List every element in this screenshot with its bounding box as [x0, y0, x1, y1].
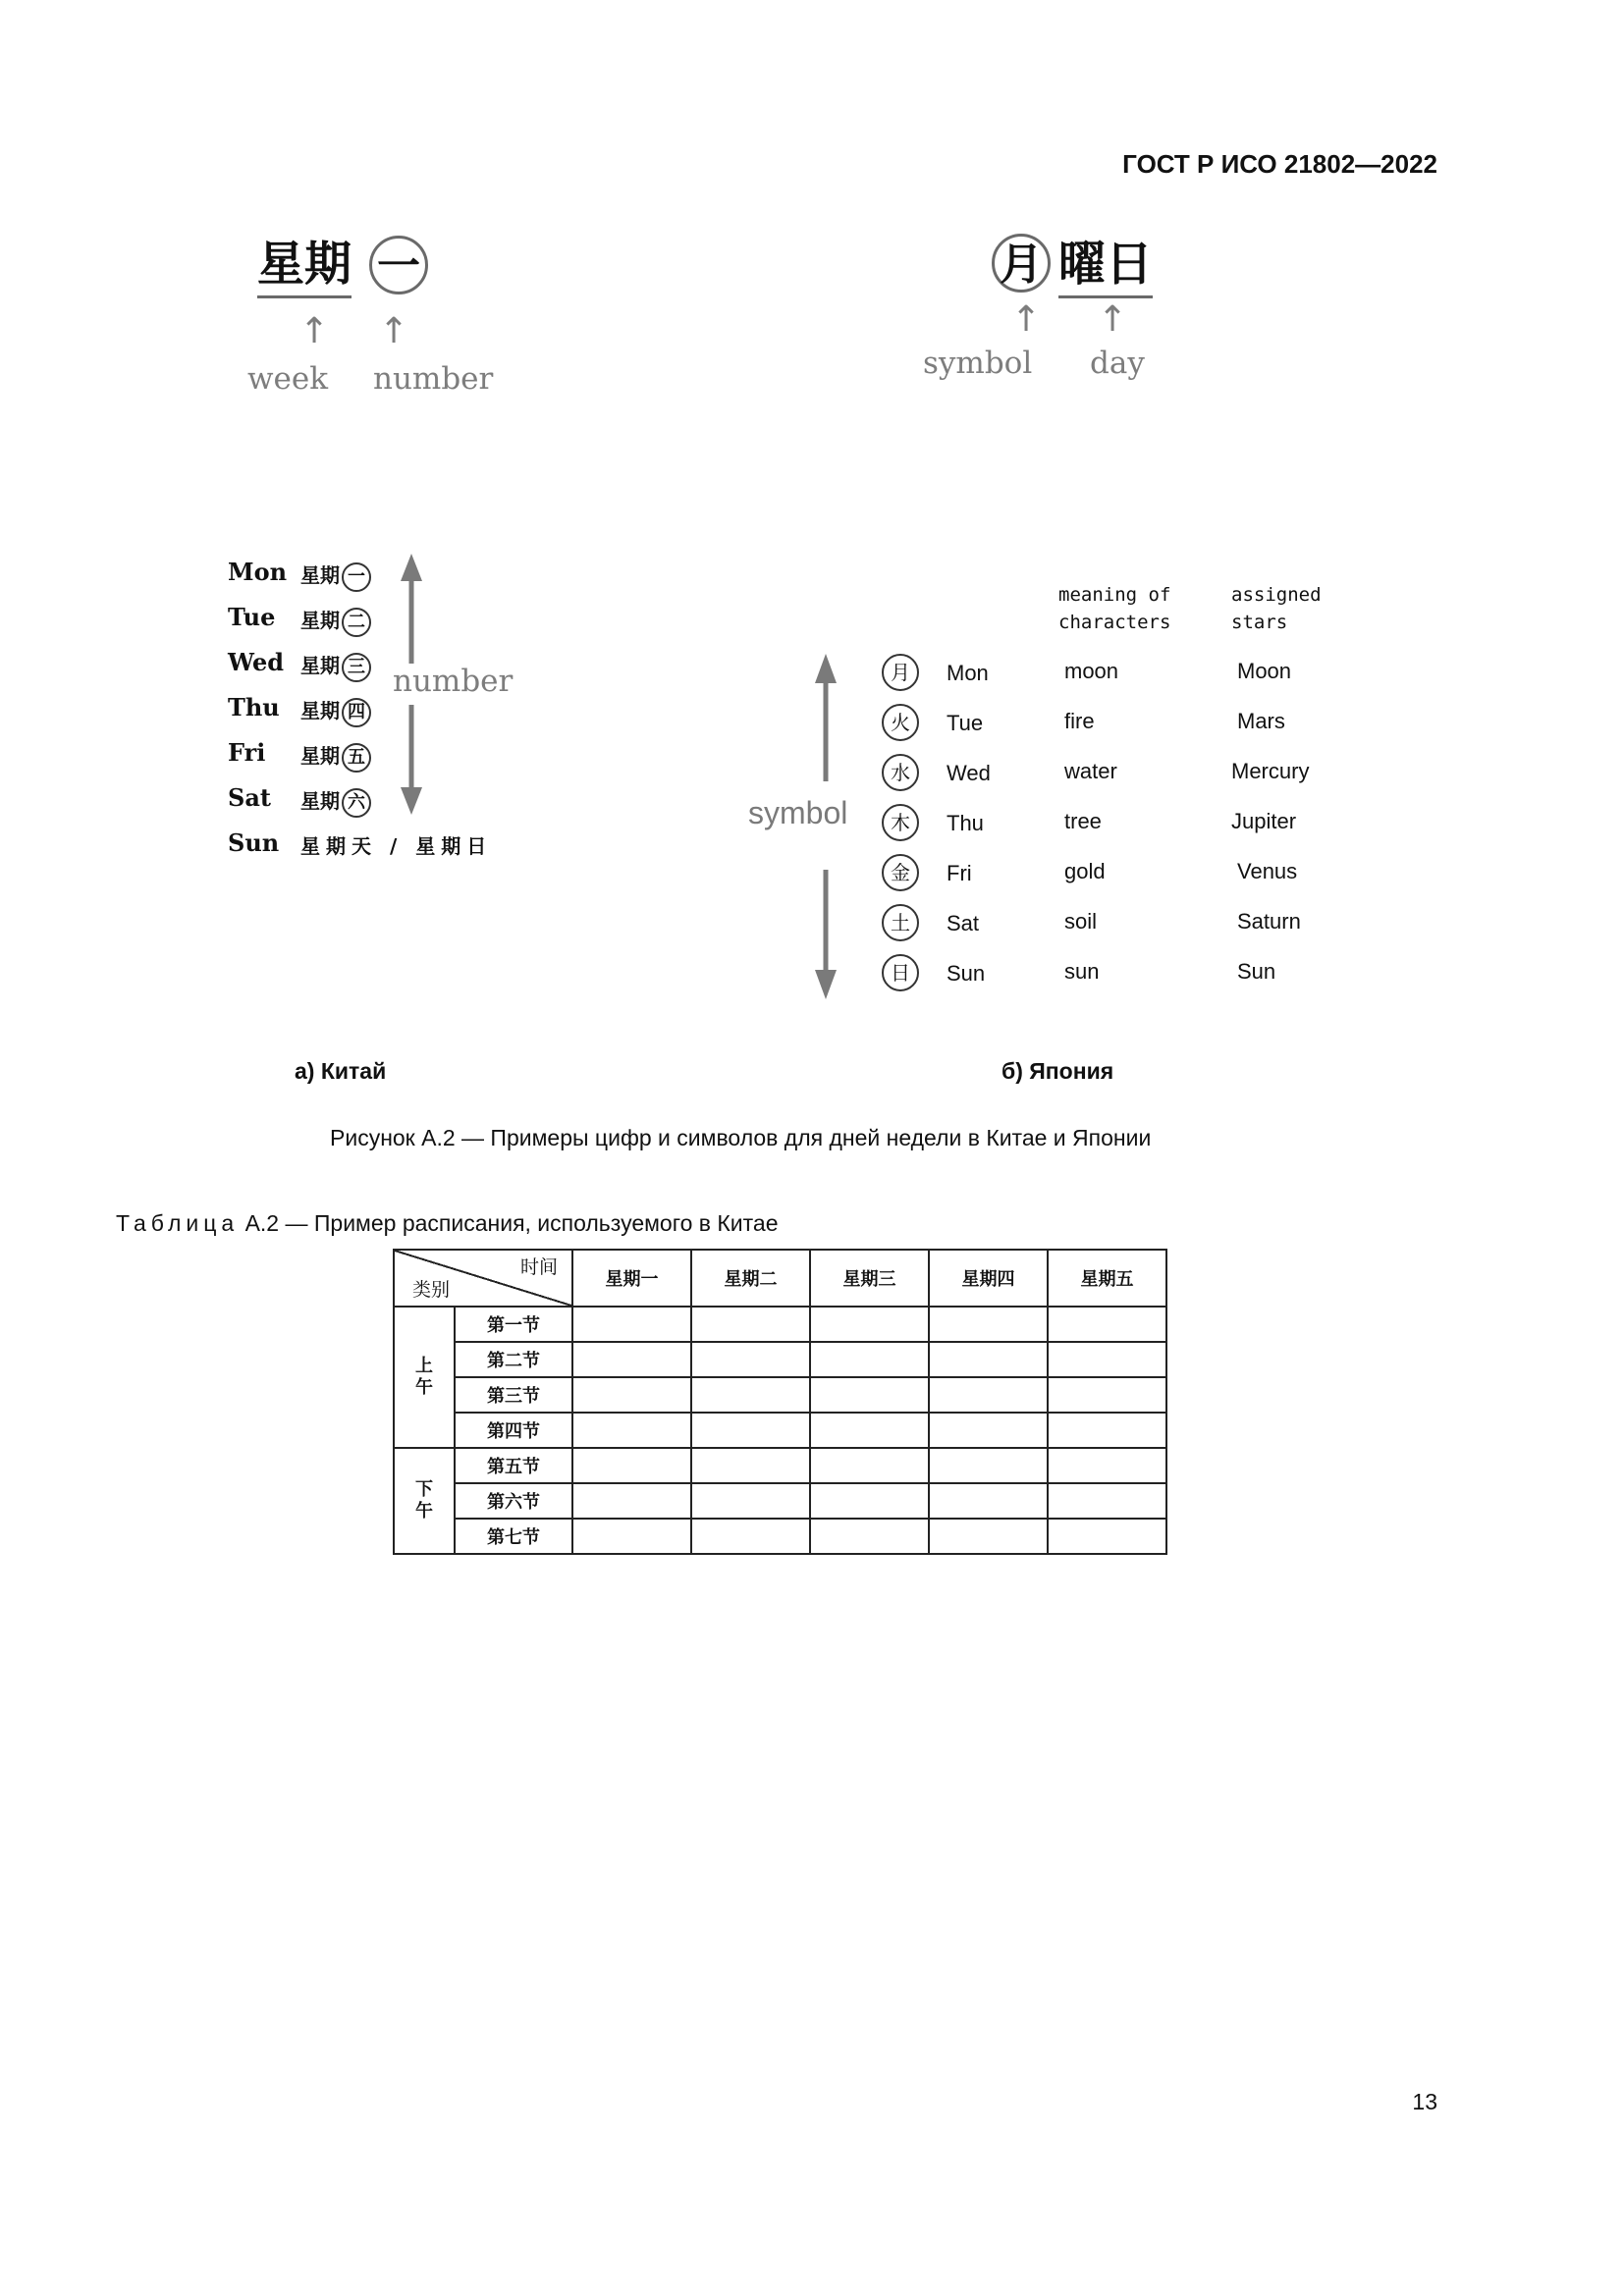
meaning: fire [1064, 709, 1095, 733]
day-name: Sun [228, 828, 280, 857]
number-char: 二 [342, 608, 371, 637]
table-row [394, 1519, 1166, 1554]
day-name: Wed [228, 648, 285, 676]
week-chars: 星期 [257, 240, 352, 298]
table-row [394, 1483, 1166, 1519]
number-char: 五 [342, 743, 371, 773]
table-cell [572, 1342, 691, 1377]
meaning: tree [1064, 809, 1102, 833]
day-name: Fri [228, 738, 266, 767]
table-cell [691, 1342, 810, 1377]
table-row [394, 1413, 1166, 1448]
star: Mercury [1231, 759, 1310, 783]
number-char: 一 [342, 562, 371, 592]
star: Venus [1237, 859, 1298, 883]
table-cell [929, 1413, 1048, 1448]
label-week: week [247, 361, 329, 397]
period-cell: 第一节 [455, 1307, 572, 1342]
period-cell: 第二节 [455, 1342, 572, 1377]
meaning: sun [1064, 959, 1100, 984]
day-chars: 星期 二 [300, 605, 371, 637]
table-cell [691, 1448, 810, 1483]
symbol-char: 火 [882, 704, 919, 741]
table-title [116, 1210, 779, 1237]
day-name: Thu [947, 811, 984, 835]
table-cell [691, 1483, 810, 1519]
figure-caption: Рисунок А.2 — Примеры цифр и символов для дней недели в Китае и Японии [330, 1125, 1152, 1150]
table-cell [929, 1448, 1048, 1483]
table-cell [691, 1413, 810, 1448]
table-cell [810, 1307, 929, 1342]
table-header-cell: 星期二 [691, 1250, 810, 1307]
meaning: gold [1064, 859, 1106, 883]
star: Sun [1237, 959, 1276, 984]
table-cell [810, 1483, 929, 1519]
table-cell [810, 1377, 929, 1413]
table-label-word: Таблица [116, 1210, 240, 1236]
table-cell [1048, 1307, 1166, 1342]
star: Mars [1237, 709, 1285, 733]
star: Moon [1237, 659, 1292, 683]
page-number: 13 [1412, 2089, 1437, 2114]
day-chars: 星期天 / 星期日 [300, 834, 493, 858]
table-cell [1048, 1413, 1166, 1448]
symbol-char: 金 [882, 854, 919, 891]
table-row [394, 1377, 1166, 1413]
corner-label-time: 时间 [519, 1256, 558, 1278]
table-cell [1048, 1483, 1166, 1519]
axis-label-symbol: symbol [748, 795, 848, 830]
schedule-table [393, 1249, 1167, 1555]
table-cell [1048, 1342, 1166, 1377]
afternoon-cell: 下午 [394, 1448, 455, 1554]
corner-label-category: 类别 [412, 1279, 451, 1301]
day-name: Mon [228, 558, 288, 586]
day-name: Sun [947, 961, 986, 986]
table-cell [1048, 1448, 1166, 1483]
table-cell [572, 1307, 691, 1342]
star: Jupiter [1231, 809, 1297, 833]
list-item [882, 704, 1353, 743]
table-cell [929, 1342, 1048, 1377]
document-code: ГОСТ Р ИСО 21802—2022 [1122, 149, 1437, 179]
table-header-cell: 星期一 [572, 1250, 691, 1307]
symbol-char: 水 [882, 754, 919, 791]
list-item [882, 804, 1353, 843]
number-char: 六 [342, 788, 371, 818]
table-cell [929, 1377, 1048, 1413]
symbol-char: 月 [992, 234, 1051, 293]
day-name: Thu [228, 693, 280, 721]
table-header-cell: 星期五 [1048, 1250, 1166, 1307]
number-char: 四 [342, 698, 371, 727]
axis-label-number: number [393, 664, 514, 699]
table-cell [810, 1519, 929, 1554]
day-name: Tue [228, 603, 276, 631]
table-cell [691, 1307, 810, 1342]
header-stars: assigned stars [1231, 584, 1322, 633]
morning-cell: 上午 [394, 1307, 455, 1448]
meaning: moon [1064, 659, 1119, 683]
period-cell: 第七节 [455, 1519, 572, 1554]
period-cell: 第四节 [455, 1413, 572, 1448]
number-char: 一 [369, 236, 428, 294]
list-item [882, 854, 1353, 893]
list-item [882, 904, 1353, 943]
table-cell [572, 1377, 691, 1413]
day-chars: 星期 四 [300, 695, 371, 727]
table-row [394, 1342, 1166, 1377]
day-chars: 星期 五 [300, 740, 371, 773]
period-cell: 第五节 [455, 1448, 572, 1483]
list-item [882, 754, 1353, 793]
day-name: Sat [947, 911, 980, 935]
table-cell [1048, 1519, 1166, 1554]
symbol-char-circle [992, 234, 1051, 293]
label-symbol: symbol [923, 346, 1033, 381]
table-row [394, 1307, 1166, 1342]
table-cell [572, 1483, 691, 1519]
day-name: Tue [947, 711, 984, 735]
subcaption-japan: б) Япония [1001, 1058, 1114, 1084]
period-cell: 第三节 [455, 1377, 572, 1413]
arrow-up-icon: ↑ [1098, 299, 1128, 340]
table-cell [572, 1413, 691, 1448]
table-cell [810, 1448, 929, 1483]
table-cell [691, 1519, 810, 1554]
label-number: number [373, 361, 494, 397]
day-name: Mon [947, 661, 989, 685]
day-chars: 星期 三 [300, 650, 371, 682]
table-header-cell: 星期三 [810, 1250, 929, 1307]
table-cell [929, 1519, 1048, 1554]
arrow-up-icon: ↑ [379, 311, 409, 351]
day-name: Wed [947, 761, 991, 785]
symbol-char: 日 [882, 954, 919, 991]
table-cell [691, 1377, 810, 1413]
table-row [394, 1448, 1166, 1483]
table-title-text: А.2 — Пример расписания, используемого в Китае [239, 1210, 779, 1236]
table-cell [929, 1483, 1048, 1519]
meaning: water [1064, 759, 1117, 783]
table-cell [572, 1448, 691, 1483]
list-item [882, 954, 1353, 993]
number-char: 三 [342, 653, 371, 682]
table-cell [810, 1413, 929, 1448]
number-char-circle [369, 236, 428, 294]
day-chars: 星期 一 [300, 560, 371, 592]
star: Saturn [1237, 909, 1301, 934]
meaning: soil [1064, 909, 1098, 934]
symbol-char: 土 [882, 904, 919, 941]
day-name: Sat [228, 783, 271, 812]
table-header-cell: 星期四 [929, 1250, 1048, 1307]
header-meaning: meaning of characters [1058, 584, 1171, 633]
table-cell [1048, 1377, 1166, 1413]
arrow-up-icon: ↑ [299, 311, 330, 351]
subcaption-china: а) Китай [295, 1058, 387, 1084]
table-corner-cell [394, 1250, 572, 1307]
table-cell [572, 1519, 691, 1554]
day-chars: 星期 六 [300, 785, 371, 818]
label-day: day [1090, 346, 1145, 381]
symbol-char: 月 [882, 654, 919, 691]
table-cell [810, 1342, 929, 1377]
table-header-row [394, 1250, 1166, 1307]
list-item [882, 654, 1353, 693]
day-chars: 曜日 [1058, 240, 1153, 298]
symbol-char: 木 [882, 804, 919, 841]
day-name: Fri [947, 861, 972, 885]
table-cell [929, 1307, 1048, 1342]
arrow-up-icon: ↑ [1011, 299, 1042, 340]
period-cell: 第六节 [455, 1483, 572, 1519]
